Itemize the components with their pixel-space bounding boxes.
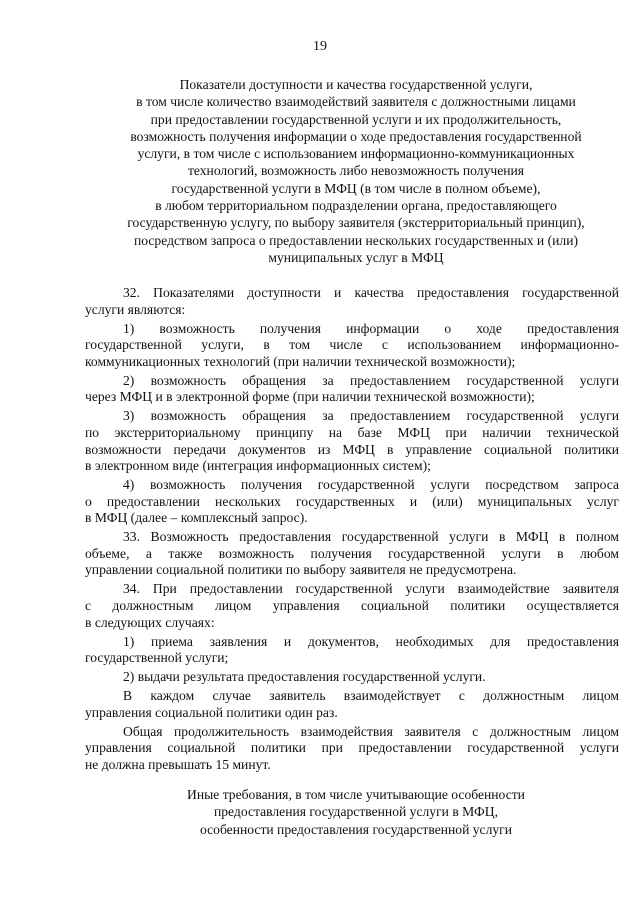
text-line: 34. При предоставлении государственной услуги взаимодействие заявителя [123,581,619,597]
heading-line: предоставления государственной услуги в МФЦ, [213,804,499,820]
text-line: В каждом случае заявитель взаимодействует с должностным лицом [123,688,619,704]
document-body [85,285,619,776]
list-item-34-2 [85,669,619,686]
text-line: управления социальной политики при предоставлении государственной услуги [85,740,619,756]
text-line: о предоставлении нескольких государственных и (или) муниципальных услуг [85,493,619,509]
heading-line: муниципальных услуг в МФЦ [268,249,444,265]
text-line: 33. Возможность предоставления государственной услуги в МФЦ в полном [123,529,619,545]
text-line: не должна превышать 15 минут. [85,756,271,772]
heading-line: Иные требования, в том числе учитывающие особенности [187,787,525,802]
paragraph-32 [85,285,619,318]
text-line: услуги являются: [85,301,186,317]
section-heading-other-requirements [80,786,632,838]
heading-line: Показатели доступности и качества государственной услуги, [179,77,533,92]
text-line: 2) выдачи результата предоставления государственной услуги. [123,669,486,685]
text-line: 2) возможность обращения за предоставлением государственной услуги [123,372,619,388]
heading-line: государственную услугу, по выбору заявителя (экстерриториальный принцип), [127,215,585,231]
paragraph-34 [85,581,619,631]
heading-line: государственной услуги в МФЦ (в том числе в полном объеме), [171,180,541,196]
page-number: 19 [313,39,327,54]
text-line: Общая продолжительность взаимодействия заявителя с должностным лицом [123,723,619,739]
text-line: государственной услуги; [85,650,229,666]
text-line: с должностным лицом управления социальной политики осуществляется [85,598,619,614]
text-line: возможности передачи документов из МФЦ в управление социальной политики [85,441,619,457]
paragraph-33 [85,529,619,579]
text-line: 32. Показателями доступности и качества предоставления государственной [123,285,619,300]
heading-line: в любом территориальном подразделении органа, предоставляющего [155,198,557,214]
list-item-1 [85,321,619,371]
text-line: по экстерриториальному принципу на базе МФЦ при наличии технической [85,424,619,440]
list-item-34-1 [85,634,619,667]
text-line: объеме, а также возможность получения государственной услуги в любом [85,545,619,561]
list-item-4 [85,477,619,527]
text-line: управлении социальной политики по выбору заявителя не предусмотрена. [85,562,517,578]
text-line: в электронном виде (интеграция информационных систем); [85,458,431,474]
section-heading-accessibility [80,76,632,266]
heading-line: возможность получения информации о ходе предоставления государственной [130,128,582,144]
heading-line: технологий, возможность либо невозможность получения [187,163,525,179]
heading-line: в том числе количество взаимодействий заявителя с должностными лицами [136,94,576,110]
heading-line: особенности предоставления государственной услуги [199,821,513,837]
text-line: в следующих случаях: [85,614,215,630]
list-item-2 [85,373,619,406]
text-line: в МФЦ (далее – комплексный запрос). [85,510,308,526]
text-line: государственной услуги, в том числе с использованием информационно- [85,337,619,353]
heading-line: услуги, в том числе с использованием информационно-коммуникационных [137,146,575,162]
text-line: 1) возможность получения информации о ходе предоставления [123,320,619,336]
paragraph-duration [85,724,619,774]
text-line: 4) возможность получения государственной услуги посредством запроса [123,477,619,493]
text-line: через МФЦ и в электронной форме (при наличии технической возможности); [85,389,535,405]
text-line: 3) возможность обращения за предоставлением государственной услуги [123,408,619,424]
heading-line: посредством запроса о предоставлении нескольких государственных и (или) [133,232,578,248]
text-line: коммуникационных технологий (при наличии технической возможности); [85,353,516,369]
paragraph-interaction-once [85,688,619,721]
heading-line: при предоставлении государственной услуги и их продолжительность, [150,111,562,127]
text-line: управления социальной политики один раз. [85,704,338,720]
text-line: 1) приема заявления и документов, необходимых для предоставления [123,633,619,649]
list-item-3 [85,408,619,474]
